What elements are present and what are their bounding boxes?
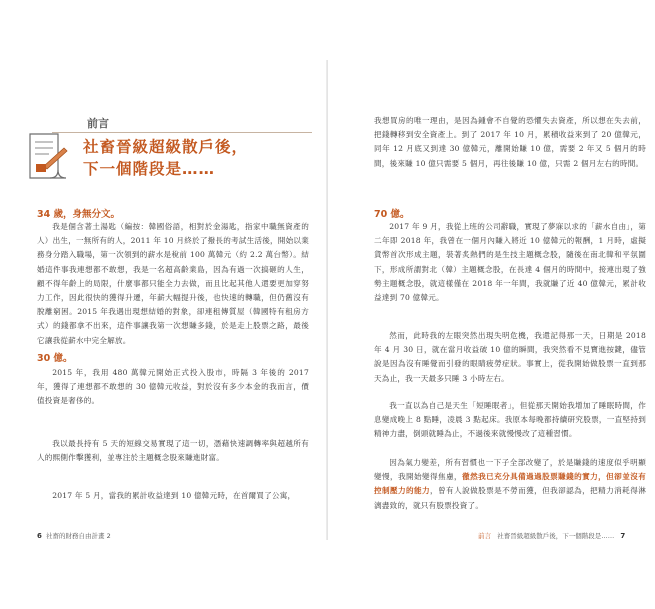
- page-number-right: 7: [620, 532, 626, 540]
- right-paragraph-1: 我想買房的唯一理由，是因為鍾會不自覺的恐懼失去資產，所以想在失去前，把錢轉移到安全資產上。到了 2017 年 10 月，累積收益來到了 20 億韓元，同年 12 月底又到達 30 億韓元，離開始賺 10 億，需要 2 年又 5 個月的時間，後來賺 10 億只需要 5 個月，再往後賺 10 億，只需 2 個月左右的時間。: [374, 116, 646, 168]
- left-paragraph-3: 我以最長持有 5 天的短線交易實現了這一切，憑藉快速調轉率與超越所有人的熙側作擊獲利，並專注於主題概念股來賺進財富。: [37, 439, 309, 463]
- right-footer: [478, 531, 625, 540]
- paragraph-5-start: 因為氣力變差，所有習慣也一下子全部改變了，於是賺錢的速度似乎明顯變慢，我開始變得焦慮，: [374, 458, 646, 482]
- highlighted-sentence: 徹然我已充分具備過過股票賺錢的實力，但卻並沒有控制壓力的能力: [374, 472, 646, 496]
- paragraph-1-start: 我是個含著土湯匙（編按：韓國俗語，相對於金湯匙，指家中職無: [52, 222, 286, 231]
- right-paragraph-2: 2017 年 9 月，我從上班的公司辭職，實現了夢寐以求的「薪水自由」，第二年即 2018 年，我曾在一個月內賺入將近 10 億韓元的報酬，1 月時，虛擬貨幣首次形成主題，裝著炙熱們的是生技主題概念股，隨後在南北韓和平氛圍下，形成所謂對北（韓）主題概念股，在長達 4 個月的時間中，接連出現了強勢主題概念股，就這樣僅在 2018 年一年間，我就賺了近 40 億韓元，累計收益達到 70 億韓元。: [374, 222, 646, 303]
- left-paragraph-4: 2017 年 5 月，當我的累計收益達到 10 億韓元時，在首爾買了公寓，: [52, 491, 296, 500]
- paragraph-1-rest: 資產的人）出生，一無所有的人，2011 年 10 月終於了撥長的考試生活後，開始以業務身分踏入職場，第一次領到的薪水是稅前 100 萬韓元（約 2.2 萬台幣）。結婚這件事我連想都不敢想，我是一名超高齡業島，因為有過一次搞砸的人生，顧不得年齡上的局限，什麼事都只能全力去做，而且比起其他人還要更加穿努力工作，因此很快的獲得升遷，年薪大幅提升後，也快速的轉職，但仍舊沒有脫離窮困。2015 年我遇出現想結婚的對象，卻連租傳質屋（韓國特有租房方式）的錢都拿不出來，這件事讓我第一次想賺多錢，於是走上股票之路，最後它讓我從薪水中完全解放。: [37, 222, 309, 345]
- header-rule: [52, 132, 312, 133]
- paragraph-5-end: ，曾有人說做股票是不勞而獲，但我卻認為，把精力消耗得淋漓盡致的，就只有股票投資了。: [374, 486, 646, 510]
- section-heading-70: 70 億。: [374, 209, 410, 220]
- page-number-left: 6: [37, 532, 42, 540]
- chapter-title-line2: 下一個階段是……: [83, 160, 216, 178]
- right-page: [328, 0, 655, 609]
- right-paragraph-4: 我一直以為自己是天生「短睡眠者」，但從那天開始我增加了睡眠時間，作息變成晚上 8 點睡，凌晨 3 點起床。我原本每晚都持續研究股票，一直堅持到精神力盡，倒頭就睡為止，不過後來就慢慢改了這種習慣。: [374, 401, 646, 439]
- chapter-title-line1: 社畜晉級超級散戶後，: [83, 138, 249, 156]
- left-paragraph-2: 2015 年，我用 480 萬韓元開始正式投入股市，時隔 3 年後的 2017 年，獲得了連想都不敢想的 30 億韓元收益，對於沒有多少本金的我而言，價值投資是奢侈的。: [37, 368, 309, 406]
- left-footer: [37, 531, 111, 540]
- chapter-title-footer: 社畜晉級超級散戶後，下一個階段是……: [497, 532, 615, 540]
- right-paragraph-5: [374, 456, 646, 513]
- footer-section-tag: 前言: [478, 532, 491, 540]
- section-heading-30: 30 億。: [37, 353, 73, 364]
- left-paragraph-1: [37, 220, 309, 348]
- right-paragraph-3: 然而，此時我的左眼突然出現失明危機，我還記得那一天，日期是 2018 年 4 月 30 日，就在當月收益破 10 億的瞬間，我突然看不見寶進按鍵，儘管說是因為沒有睡覺而引發的眼睛疲勞症狀。事實上，從我開始做股票一直到那天為止，我一天最多只睡 3 小時左右。: [374, 331, 646, 383]
- left-page: [0, 0, 327, 609]
- section-heading-34: 34 歲，身無分文。: [37, 209, 121, 220]
- header-label: 前言: [87, 117, 109, 130]
- book-title-footer: 社畜的財務自由計畫 2: [46, 532, 111, 540]
- scroll-quill-icon: [24, 126, 72, 184]
